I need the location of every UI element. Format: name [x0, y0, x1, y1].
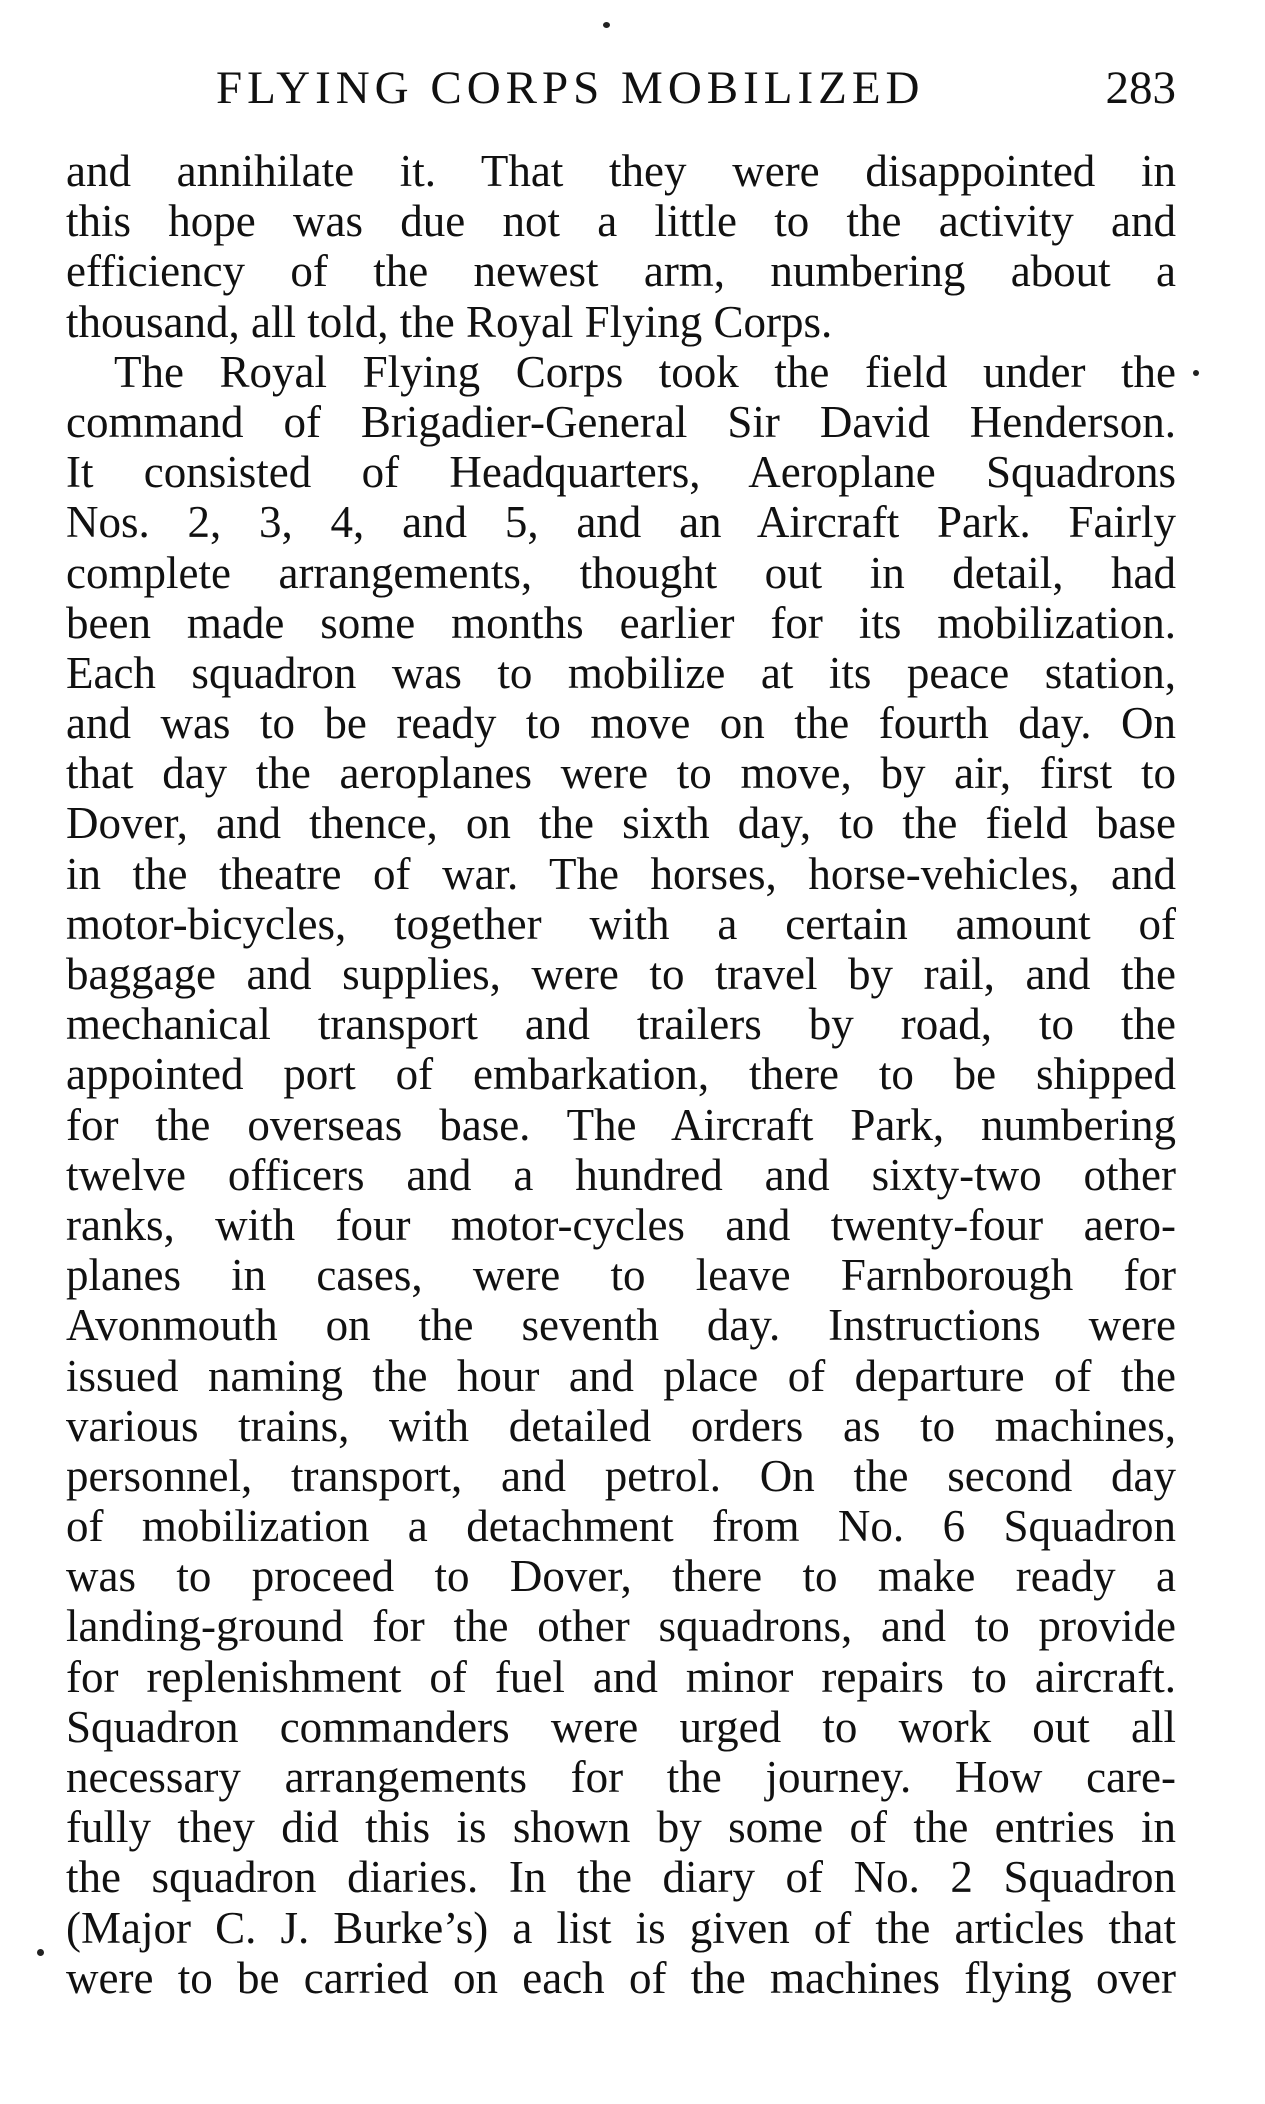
text-line: baggage and supplies, were to travel by rail, and the — [66, 949, 1176, 999]
text-line: personnel, transport, and petrol. On the second day — [66, 1450, 1176, 1501]
text-line: mechanical transport and trailers by road, to the — [66, 999, 1176, 1050]
page-number: 283 — [1105, 62, 1176, 114]
text-line: various trains, with detailed orders as to machines, — [66, 1400, 1176, 1451]
text-line: command of Brigadier-General Sir David Henderson. — [66, 396, 1176, 447]
text-line: planes in cases, were to leave Farnborough for — [66, 1250, 1176, 1301]
text-line: twelve officers and a hundred and sixty-two other — [66, 1149, 1176, 1200]
text-line: this hope was due not a little to the activity and — [66, 196, 1176, 247]
text-line: Dover, and thence, on the sixth day, to the field base — [66, 798, 1176, 849]
text-line: necessary arrangements for the journey. How care- — [66, 1752, 1176, 1802]
text-line: Squadron commanders were urged to work out all — [66, 1701, 1176, 1752]
text-line: that day the aeroplanes were to move, by air, first to — [66, 748, 1176, 799]
text-line: issued naming the hour and place of departure of the — [66, 1350, 1176, 1401]
text-line: Each squadron was to mobilize at its peace station, — [66, 647, 1176, 698]
scan-speck — [603, 22, 610, 28]
text-line: thousand, all told, the Royal Flying Corps. — [66, 296, 833, 347]
text-line: complete arrangements, thought out in detail, had — [66, 547, 1176, 598]
text-line: was to proceed to Dover, there to make ready a — [66, 1551, 1176, 1602]
text-line: in the theatre of war. The horses, horse-vehicles, and — [66, 848, 1176, 899]
text-line: motor-bicycles, together with a certain amount of — [66, 898, 1176, 949]
text-line: and annihilate it. That they were disappointed in — [66, 146, 1176, 196]
text-line: ranks, with four motor-cycles and twenty-four aero- — [66, 1199, 1176, 1250]
running-title: FLYING CORPS MOBILIZED — [216, 62, 925, 114]
text-line: were to be carried on each of the machines flying over — [66, 1952, 1176, 2003]
text-line: It consisted of Headquarters, Aeroplane Squadrons — [66, 447, 1176, 498]
text-line: fully they did this is shown by some of the entries in — [66, 1802, 1176, 1853]
text-line: and was to be ready to move on the fourth day. On — [66, 698, 1176, 749]
page-header — [66, 58, 1176, 118]
text-line: The Royal Flying Corps took the field under the — [114, 346, 1176, 397]
body-text — [66, 146, 1176, 2003]
scan-speck — [1193, 370, 1199, 376]
scan-speck — [37, 1949, 44, 1956]
text-line: of mobilization a detachment from No. 6 Squadron — [66, 1501, 1176, 1552]
text-line: (Major C. J. Burke’s) a list is given of the articles that — [66, 1902, 1176, 1953]
text-line: Nos. 2, 3, 4, and 5, and an Aircraft Park. Fairly — [66, 497, 1176, 548]
text-line: the squadron diaries. In the diary of No. 2 Squadron — [66, 1852, 1176, 1903]
text-line: for the overseas base. The Aircraft Park, numbering — [66, 1099, 1176, 1150]
text-line: for replenishment of fuel and minor repairs to aircraft. — [66, 1651, 1176, 1702]
text-line: appointed port of embarkation, there to be shipped — [66, 1049, 1176, 1100]
text-line: been made some months earlier for its mobilization. — [66, 597, 1176, 648]
text-line: efficiency of the newest arm, numbering about a — [66, 246, 1176, 297]
text-line: landing-ground for the other squadrons, and to provide — [66, 1601, 1176, 1652]
paragraph-2 — [66, 347, 1176, 2003]
paragraph-1 — [66, 146, 1176, 347]
text-line: Avonmouth on the seventh day. Instructions were — [66, 1300, 1176, 1351]
